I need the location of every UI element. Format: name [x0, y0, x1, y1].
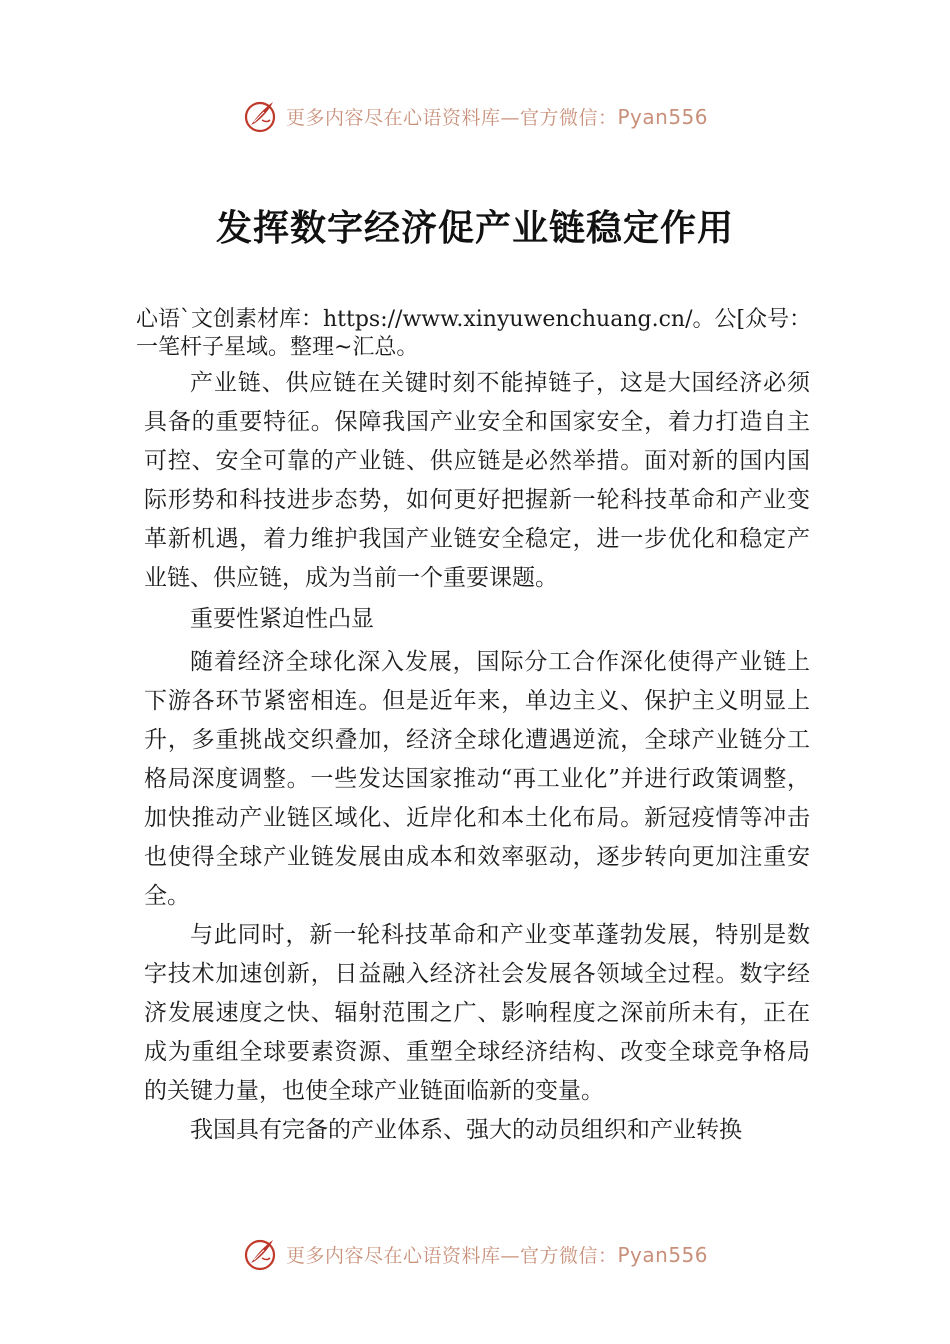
document-body — [136, 306, 812, 1150]
paragraph: 我国具有完备的产业体系、强大的动员组织和产业转换 — [190, 1117, 742, 1143]
paragraph: 随着经济全球化深入发展，国际分工合作深化使得产业链上下游各环节紧密相连。但是近年来，单边主义、保护主义明显上升，多重挑战交织叠加，经济全球化遭遇逆流，全球产业链分工格局深度调整。一些发达国家推动“再工业化”并进行政策调整，加快推动产业链区域化、近岸化和本土化布局。新冠疫情等冲击也使得全球产业链发展由成本和效率驱动，逐步转向更加注重安全。 — [144, 649, 810, 909]
paragraph: 与此同时，新一轮科技革命和产业变革蓬勃发展，特别是数字技术加速创新，日益融入经济社会发展各领域全过程。数字经济发展速度之快、辐射范围之广、影响程度之深前所未有，正在成为重组全球要素资源、重塑全球经济结构、改变全球竞争格局的关键力量，也使全球产业链面临新的变量。 — [144, 922, 810, 1104]
wechat-id: Pyan556 — [617, 104, 709, 129]
page-title: 发挥数字经济促产业链稳定作用 — [215, 208, 734, 249]
quill-logo-icon — [242, 98, 278, 134]
header-banner — [0, 94, 950, 138]
paragraph: 产业链、供应链在关键时刻不能掉链子，这是大国经济必须具备的重要特征。保障我国产业安全和国家安全，着力打造自主可控、安全可靠的产业链、供应链是必然举措。面对新的国内国际形势和科技进步态势，如何更好把握新一轮科技革命和产业变革新机遇，着力维护我国产业链安全稳定，进一步优化和稳定产业链、供应链，成为当前一个重要课题。 — [144, 370, 810, 591]
quill-logo-icon — [242, 1236, 278, 1272]
section-heading: 重要性紧迫性凸显 — [190, 606, 374, 632]
source-note: 心语`文创素材库：https://www.xinyuwenchuang.cn/。公[众号：一笔杆子星域。整理~汇总。 — [136, 307, 812, 360]
banner-text: 更多内容尽在心语资料库—官方微信：Pyan556 — [285, 1242, 709, 1267]
banner-text: 更多内容尽在心语资料库—官方微信：Pyan556 — [285, 104, 709, 129]
footer-banner — [0, 1232, 950, 1276]
wechat-id: Pyan556 — [617, 1242, 709, 1267]
